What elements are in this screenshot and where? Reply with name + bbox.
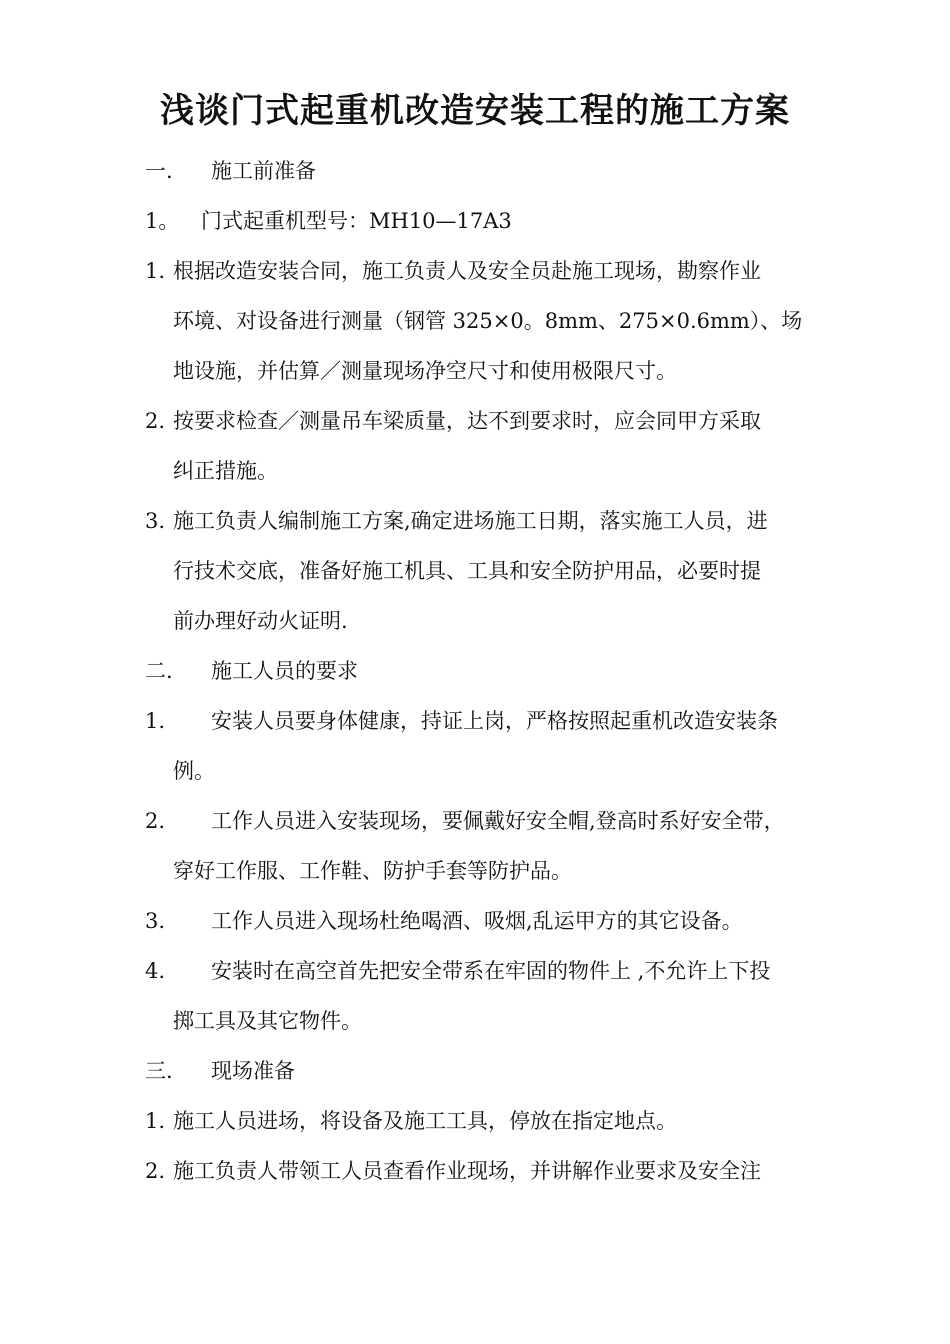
line-text: 纠正措施。	[173, 459, 278, 483]
line-number: 2.	[145, 809, 166, 833]
line-text: 安装时在高空首先把安全带系在牢固的物件上 ,不允许上下投	[211, 959, 771, 983]
list-item-continuation	[173, 546, 843, 596]
line-number: 4.	[145, 959, 166, 983]
line-text: 施工人员进场，将设备及施工工具，停放在指定地点。	[173, 1109, 677, 1133]
list-item	[145, 196, 815, 246]
line-number: 1.	[145, 1109, 166, 1133]
section-heading-3	[145, 1046, 815, 1096]
line-text: 现场准备	[211, 1059, 295, 1083]
list-item-continuation	[173, 746, 843, 796]
line-text: 穿好工作服、工作鞋、防护手套等防护品。	[173, 859, 572, 883]
line-text: 按要求检查／测量吊车梁质量，达不到要求时，应会同甲方采取	[173, 409, 761, 433]
line-text: 环境、对设备进行测量（钢管 325×0。8mm、275×0.6mm）、场	[173, 309, 803, 333]
line-number: 3.	[145, 909, 166, 933]
section-heading-2	[145, 646, 815, 696]
list-item-continuation	[173, 996, 843, 1046]
line-text: 安装人员要身体健康，持证上岗，严格按照起重机改造安装条	[211, 709, 778, 733]
line-number: 1.	[145, 259, 166, 283]
section-heading-1	[145, 146, 815, 196]
list-item	[145, 496, 815, 546]
list-item-continuation	[173, 346, 843, 396]
line-number: 2.	[145, 1159, 166, 1183]
document-title: 浅谈门式起重机改造安装工程的施工方案	[160, 91, 790, 131]
list-item	[145, 396, 815, 446]
line-text: 根据改造安装合同，施工负责人及安全员赴施工现场，勘察作业	[173, 259, 761, 283]
list-item-continuation	[173, 846, 843, 896]
line-text: 施工人员的要求	[211, 659, 358, 683]
list-item-continuation	[173, 596, 843, 646]
line-number: 3.	[145, 509, 166, 533]
line-number: 三.	[145, 1059, 173, 1083]
line-text: 门式起重机型号：MH10—17A3	[201, 209, 512, 233]
line-text: 施工前准备	[211, 159, 316, 183]
line-number: 二.	[145, 659, 173, 683]
line-text: 工作人员进入安装现场，要佩戴好安全帽,登高时系好安全带，	[211, 809, 785, 833]
line-text: 施工负责人编制施工方案,确定进场施工日期，落实施工人员，进	[173, 509, 768, 533]
list-item	[145, 796, 815, 846]
list-item	[145, 1096, 815, 1146]
list-item	[145, 946, 815, 996]
line-text: 掷工具及其它物件。	[173, 1009, 362, 1033]
line-text: 前办理好动火证明.	[173, 609, 348, 633]
line-number: 一.	[145, 159, 173, 183]
line-text: 例。	[173, 759, 215, 783]
line-number: 2.	[145, 409, 166, 433]
list-item	[145, 1146, 815, 1196]
list-item	[145, 696, 815, 746]
line-number: 1.	[145, 709, 166, 733]
line-text: 地设施，并估算／测量现场净空尺寸和使用极限尺寸。	[173, 359, 677, 383]
list-item	[145, 246, 815, 296]
line-text: 工作人员进入现场杜绝喝酒、吸烟,乱运甲方的其它设备。	[211, 909, 743, 933]
line-number: 1。	[145, 209, 180, 233]
list-item	[145, 896, 815, 946]
list-item-continuation	[173, 446, 843, 496]
line-text: 行技术交底，准备好施工机具、工具和安全防护用品，必要时提	[173, 559, 761, 583]
list-item-continuation	[173, 296, 843, 346]
line-text: 施工负责人带领工人员查看作业现场，并讲解作业要求及安全注	[173, 1159, 761, 1183]
